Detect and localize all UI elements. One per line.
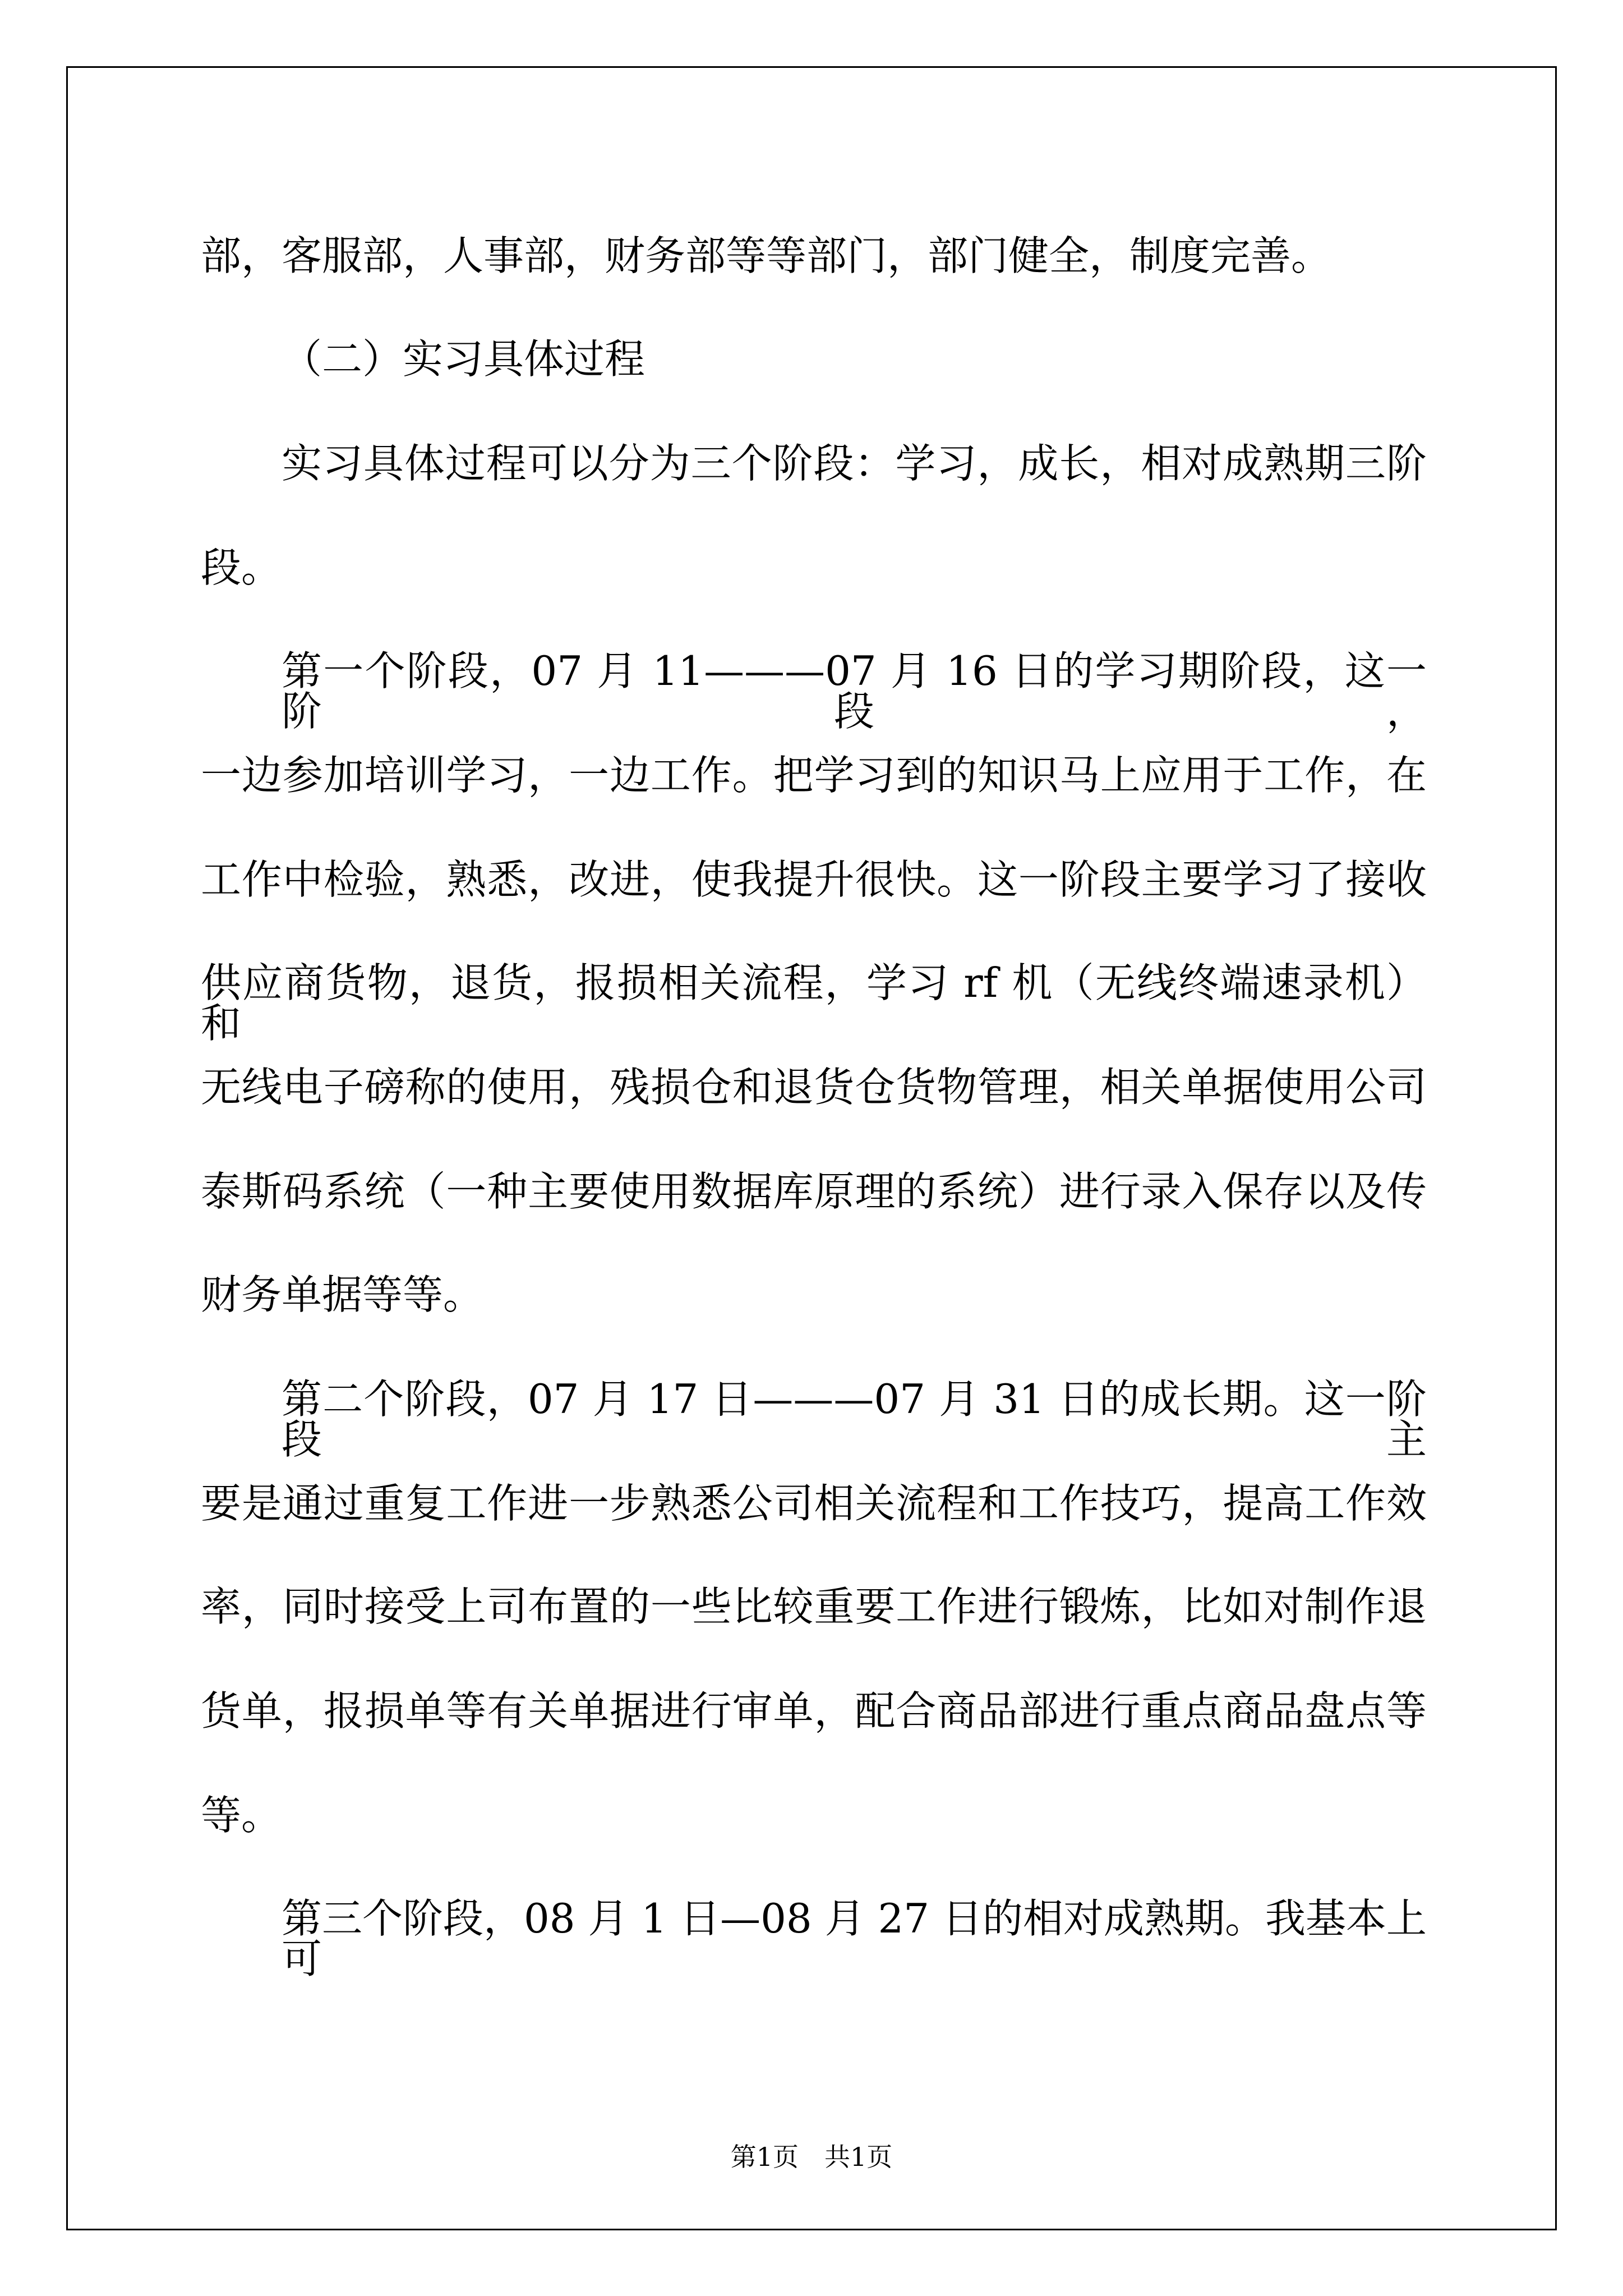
text-line: 一边参加培训学习，一边工作。把学习到的知识马上应用于工作，在 bbox=[201, 752, 1427, 799]
text-line: 率，同时接受上司布置的一些比较重要工作进行锻炼，比如对制作退 bbox=[201, 1583, 1427, 1630]
text-line: 部，客服部，人事部，财务部等等部门，部门健全，制度完善。 bbox=[201, 232, 1332, 279]
text-line: 财务单据等等。 bbox=[201, 1271, 484, 1318]
text-line: 第二个阶段，07 月 17 日———07 月 31 日的成长期。这一阶段主 bbox=[282, 1375, 1427, 1463]
text-line: 供应商货物，退货，报损相关流程，学习 rf 机（无线终端速录机）和 bbox=[201, 959, 1427, 1047]
text-line: 要是通过重复工作进一步熟悉公司相关流程和工作技巧，提高工作效 bbox=[201, 1480, 1427, 1527]
text-line: 第三个阶段，08 月 1 日—08 月 27 日的相对成熟期。我基本上可 bbox=[282, 1895, 1427, 1982]
page-footer: 第1页 共1页 bbox=[730, 2142, 893, 2172]
text-line: 等。 bbox=[201, 1792, 282, 1839]
section-heading: （二）实习具体过程 bbox=[282, 335, 645, 383]
text-line: 实习具体过程可以分为三个阶段：学习，成长，相对成熟期三阶 bbox=[282, 440, 1427, 487]
text-line: 段。 bbox=[201, 544, 282, 591]
text-line: 第一个阶段，07 月 11———07 月 16 日的学习期阶段，这一阶段， bbox=[282, 647, 1427, 735]
text-line: 泰斯码系统（一种主要使用数据库原理的系统）进行录入保存以及传 bbox=[201, 1168, 1427, 1215]
text-line: 货单，报损单等有关单据进行审单，配合商品部进行重点商品盘点等 bbox=[201, 1687, 1427, 1734]
text-line: 无线电子磅称的使用，残损仓和退货仓货物管理，相关单据使用公司 bbox=[201, 1064, 1427, 1111]
text-line: 工作中检验，熟悉，改进，使我提升很快。这一阶段主要学习了接收 bbox=[201, 856, 1427, 903]
